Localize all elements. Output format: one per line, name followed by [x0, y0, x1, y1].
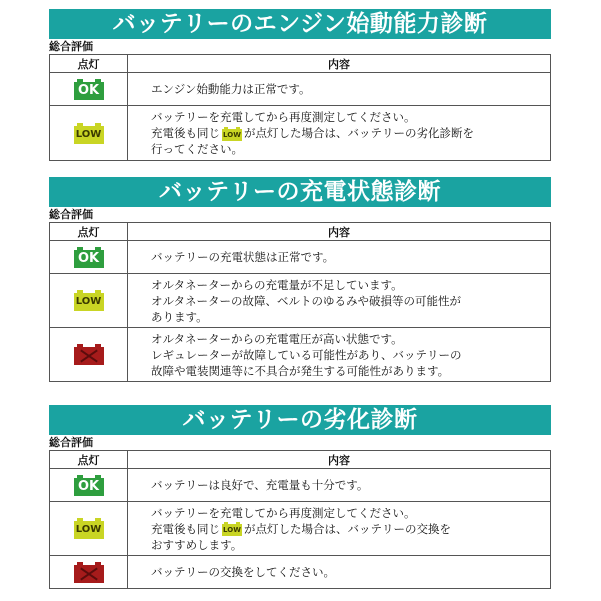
section-title: バッテリーの充電状態診断 — [49, 177, 551, 207]
column-header-content: 内容 — [128, 451, 551, 469]
row-text: が点灯した場合は、バッテリーの劣化診断を — [244, 126, 474, 140]
battery-low-mini-icon: LOW — [222, 127, 242, 141]
row-text: オルタネーターの故障、ベルトのゆるみや破損等の可能性が — [151, 293, 462, 308]
battery-ok-icon: OK — [74, 247, 104, 268]
battery-low-icon: LOW — [74, 123, 104, 144]
table-row — [50, 328, 551, 382]
row-text: 充電後も同じ — [151, 521, 220, 536]
table-header — [50, 55, 551, 73]
row-text: バッテリーの充電状態は正常です。 — [151, 250, 335, 264]
charge-state-section — [49, 177, 551, 382]
battery-ok-icon: OK — [74, 475, 104, 496]
row-text: オルタネーターからの充電量が不足しています。 — [151, 277, 403, 292]
column-header-lamp: 点灯 — [50, 451, 128, 469]
section-subtitle: 総合評価 — [49, 40, 93, 53]
table-row — [50, 274, 551, 328]
column-header-content: 内容 — [128, 55, 551, 73]
battery-low-icon: LOW — [74, 518, 104, 539]
column-header-lamp: 点灯 — [50, 223, 128, 241]
row-text: バッテリーを充電してから再度測定してください。 — [151, 505, 416, 520]
degradation-section — [49, 405, 551, 589]
row-text: あります。 — [151, 309, 208, 324]
section-subtitle: 総合評価 — [49, 208, 93, 221]
table-row — [50, 556, 551, 589]
table-header — [50, 451, 551, 469]
row-text: 故障や電装関連等に不具合が発生する可能性があります。 — [151, 363, 450, 378]
row-text: 充電後も同じ — [151, 126, 220, 140]
battery-low-mini-icon: LOW — [222, 522, 242, 536]
row-text: レギュレーターが故障している可能性があり、バッテリーの — [151, 347, 462, 362]
row-text: バッテリーは良好で、充電量も十分です。 — [151, 478, 369, 492]
column-header-content: 内容 — [128, 223, 551, 241]
diagnosis-table — [49, 450, 551, 589]
diagnosis-table — [49, 222, 551, 382]
row-text: バッテリーを充電してから再度測定してください。 — [151, 110, 416, 124]
table-row — [50, 241, 551, 274]
table-row — [50, 106, 551, 161]
row-text: エンジン始動能力は正常です。 — [151, 82, 311, 96]
battery-fault-icon — [74, 562, 104, 583]
table-row — [50, 502, 551, 556]
section-subtitle: 総合評価 — [49, 436, 93, 449]
row-text: オルタネーターからの充電電圧が高い状態です。 — [151, 331, 403, 346]
diagnosis-table — [49, 54, 551, 161]
battery-low-icon: LOW — [74, 290, 104, 311]
row-text: が点灯した場合は、バッテリーの交換を — [244, 521, 451, 536]
table-row — [50, 469, 551, 502]
battery-ok-icon: OK — [74, 79, 104, 100]
row-text: 行ってください。 — [151, 142, 243, 156]
section-title: バッテリーのエンジン始動能力診断 — [49, 9, 551, 39]
engine-start-section — [49, 9, 551, 161]
table-header — [50, 223, 551, 241]
column-header-lamp: 点灯 — [50, 55, 128, 73]
battery-fault-icon — [74, 344, 104, 365]
row-text: おすすめします。 — [151, 537, 243, 552]
row-text: バッテリーの交換をしてください。 — [151, 565, 335, 579]
table-row — [50, 73, 551, 106]
section-title: バッテリーの劣化診断 — [49, 405, 551, 435]
